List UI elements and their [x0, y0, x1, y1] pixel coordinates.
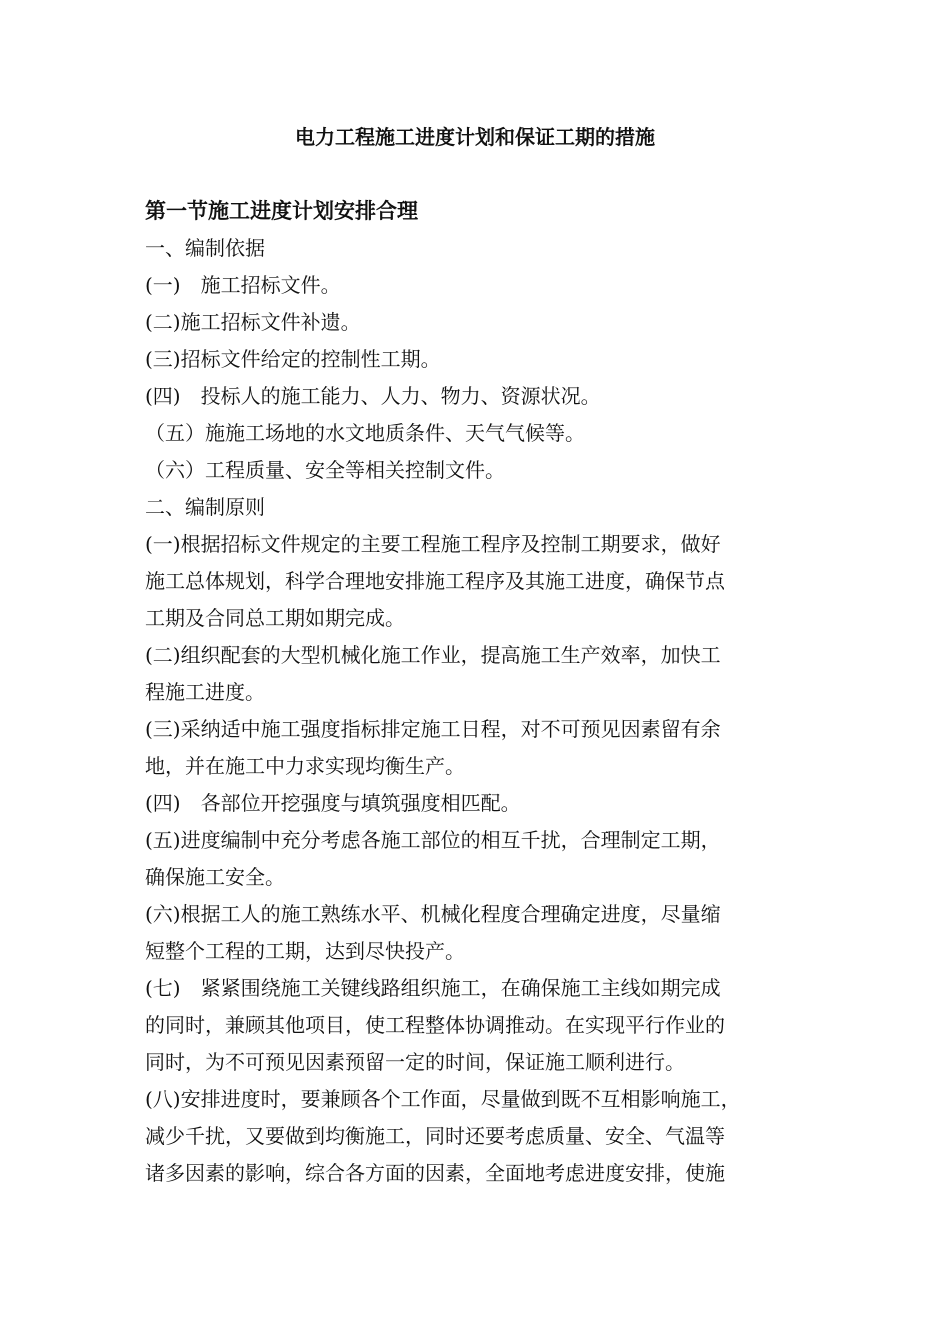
text-line: 施工总体规划，科学合理地安排施工程序及其施工进度，确保节点 — [145, 569, 725, 593]
section-heading: 第一节施工进度计划安排合理 — [145, 198, 418, 223]
text-line: 诸多因素的影响，综合各方面的因素，全面地考虑进度安排，使施 — [145, 1161, 725, 1185]
text-line: (一)根据招标文件规定的主要工程施工程序及控制工期要求，做好 — [145, 532, 721, 556]
text-line: 一、编制依据 — [145, 236, 265, 260]
text-line: 短整个工程的工期，达到尽快投产。 — [145, 939, 465, 963]
text-line: （五）施施工场地的水文地质条件、天气气候等。 — [145, 421, 585, 445]
text-line: (五)进度编制中充分考虑各施工部位的相互千扰，合理制定工期， — [145, 828, 721, 852]
text-line: 工期及合同总工期如期完成。 — [145, 606, 405, 630]
text-line: (八)安排进度时，要兼顾各个工作面，尽量做到既不互相影响施工， — [145, 1087, 741, 1111]
text-line: （六）工程质量、安全等相关控制文件。 — [145, 458, 505, 482]
text-line: (二)组织配套的大型机械化施工作业，提高施工生产效率，加快工 — [145, 643, 721, 667]
text-line: (四) 各部位开挖强度与填筑强度相匹配。 — [145, 791, 521, 815]
text-line: 同时，为不可预见因素预留一定的时间，保证施工顺利进行。 — [145, 1050, 685, 1074]
text-line: (二)施工招标文件补遗。 — [145, 310, 361, 334]
text-line: 的同时，兼顾其他项目，使工程整体协调推动。在实现平行作业的 — [145, 1013, 725, 1037]
text-line: 二、编制原则 — [145, 495, 265, 519]
document-body — [145, 192, 805, 1192]
text-line: (一) 施工招标文件。 — [145, 273, 341, 297]
text-line: 确保施工安全。 — [145, 865, 285, 889]
document-title: 电力工程施工进度计划和保证工期的措施 — [295, 125, 655, 149]
text-line: (六)根据工人的施工熟练水平、机械化程度合理确定进度，尽量缩 — [145, 902, 721, 926]
text-line: (四) 投标人的施工能力、人力、物力、资源状况。 — [145, 384, 601, 408]
body-lines — [145, 230, 805, 1192]
text-line: 程施工进度。 — [145, 680, 265, 704]
text-line: (三)招标文件给定的控制性工期。 — [145, 347, 441, 371]
text-line: (三)采纳适中施工强度指标排定施工日程，对不可预见因素留有余 — [145, 717, 721, 741]
text-line: 减少千扰，又要做到均衡施工，同时还要考虑质量、安全、气温等 — [145, 1124, 725, 1148]
text-line: 地，并在施工中力求实现均衡生产。 — [145, 754, 465, 778]
text-line: (七) 紧紧围绕施工关键线路组织施工，在确保施工主线如期完成 — [145, 976, 721, 1000]
